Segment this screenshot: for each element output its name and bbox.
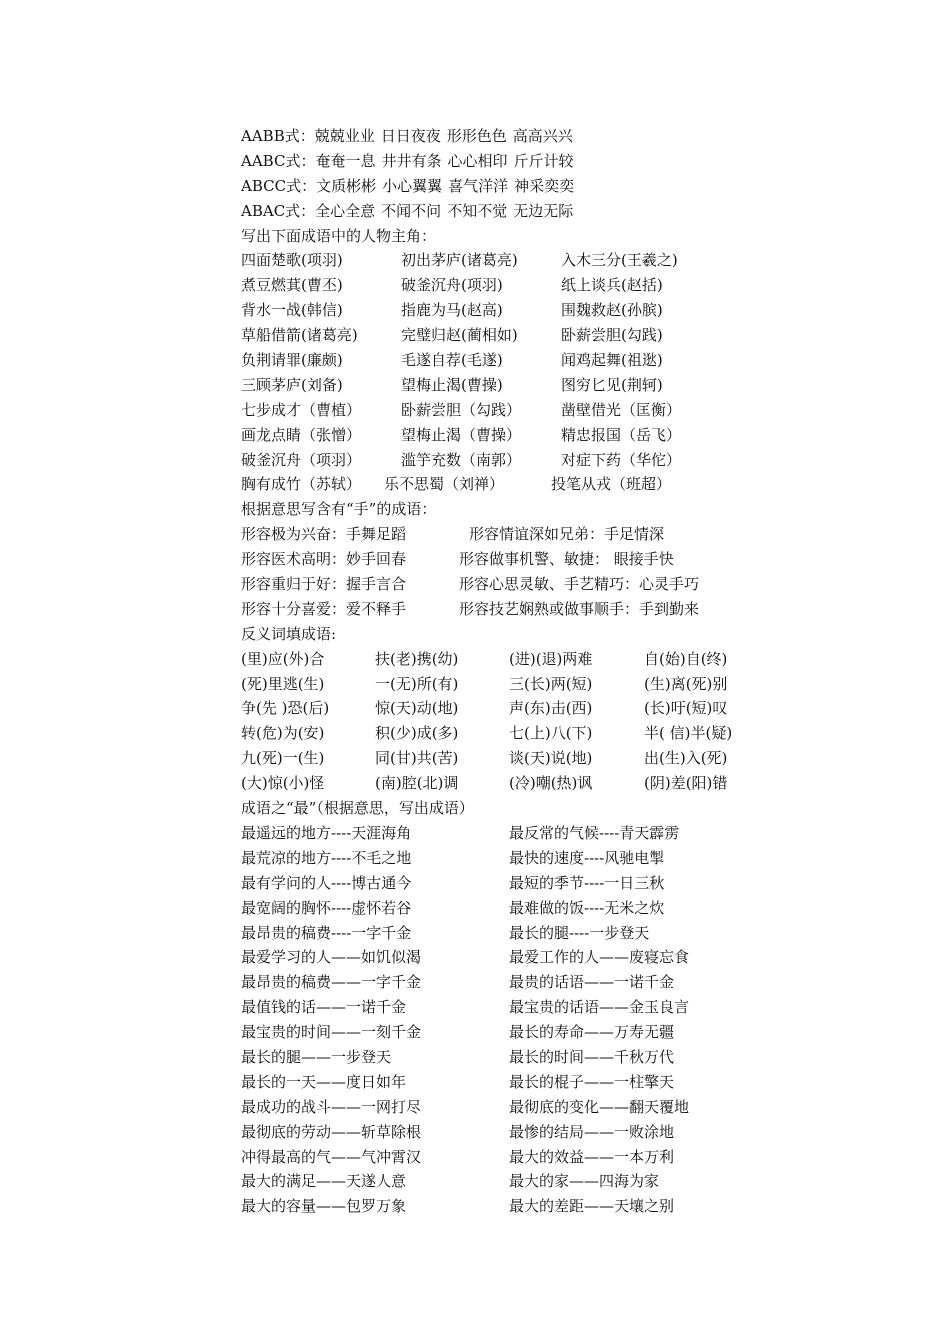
- superlative-row: [241, 1120, 801, 1145]
- idiom-entry: 初出茅庐(诸葛亮): [401, 251, 518, 270]
- characters-row: [241, 373, 801, 398]
- idiom-entry: 背水一战(韩信): [241, 301, 343, 320]
- idiom-entry: 草船借箭(诸葛亮): [241, 326, 358, 345]
- superlative-heading: 成语之“最”（根据意思，写出成语）: [241, 799, 474, 818]
- superlative-row: [241, 821, 801, 846]
- hand-row: [241, 522, 801, 547]
- antonym-entry: (南)腔(北)调: [375, 774, 459, 793]
- superlative-row: [241, 1169, 801, 1194]
- pattern-entry: ABCC式：文质彬彬: [241, 176, 377, 195]
- idiom-entry: 望梅止渴（曹操）: [401, 425, 522, 444]
- antonym-row: [241, 771, 801, 796]
- antonym-row: [241, 696, 801, 721]
- idiom-entry: 胸有成竹（苏轼）: [241, 475, 362, 494]
- antonym-entry: (死)里逃(生): [241, 674, 325, 693]
- characters-row: [241, 273, 801, 298]
- superlative-row: [241, 871, 801, 896]
- superlative-entry: 最有学问的人----博古通今: [241, 873, 412, 892]
- idiom-entry: 煮豆燃萁(曹丕): [241, 276, 343, 295]
- idiom-entry: 卧薪尝胆（勾践）: [401, 400, 522, 419]
- idiom-entry: 破釜沉舟(项羽): [401, 276, 503, 295]
- superlative-entry: 最爱工作的人——废寝忘食: [509, 948, 690, 967]
- idiom-entry: 望梅止渴(曹操): [401, 375, 503, 394]
- superlative-entry: 最彻底的变化——翻天覆地: [509, 1097, 690, 1116]
- superlative-row: [241, 1070, 801, 1095]
- hand-row: [241, 572, 801, 597]
- hand-entry: 形容心思灵敏、手艺精巧：心灵手巧: [459, 575, 700, 594]
- idiom-entry: 围魏救赵(孙膑): [561, 301, 663, 320]
- pattern-entry: AABB式：兢兢业业: [241, 127, 375, 145]
- superlative-entry: 最长的寿命——万寿无疆: [509, 1023, 675, 1042]
- pattern-entry: 神采奕奕: [514, 176, 575, 195]
- characters-row: [241, 298, 801, 323]
- superlative-entry: 最昂贵的稿费——一字千金: [241, 973, 422, 992]
- hand-heading: 根据意思写含有“手”的成语：: [241, 500, 437, 519]
- superlative-entry: 最长的时间——千秋万代: [509, 1047, 675, 1066]
- antonym-entry: 出(生)入(死): [644, 749, 728, 768]
- pattern-row-abcc: [241, 174, 801, 199]
- characters-row: [241, 398, 801, 423]
- superlative-entry: 最长的腿----一步登天: [509, 923, 650, 942]
- hand-entry: 形容情谊深如兄弟：手足情深: [469, 525, 665, 544]
- superlative-entry: 最宝贵的话语——金玉良言: [509, 998, 690, 1017]
- superlative-row: [241, 970, 801, 995]
- hand-row: [241, 597, 801, 622]
- idiom-entry: 三顾茅庐(刘备): [241, 375, 343, 394]
- antonym-entry: 九(死)一(生): [241, 749, 325, 768]
- pattern-entry: 无边无际: [513, 201, 574, 220]
- antonym-entry: 扶(老)携(幼): [375, 649, 459, 668]
- idiom-entry: 对症下药（华佗）: [561, 450, 682, 469]
- superlative-row: [241, 846, 801, 871]
- idiom-entry: 四面楚歌(项羽): [241, 251, 343, 270]
- hand-entry: 形容医术高明：妙手回春: [241, 550, 407, 569]
- antonym-entry: 七(上)八(下): [509, 724, 593, 743]
- superlative-entry: 最彻底的劳动——斩草除根: [241, 1122, 422, 1141]
- characters-row: [241, 423, 801, 448]
- pattern-entry: 形形色色: [446, 127, 507, 145]
- antonym-entry: 惊(天)动(地): [375, 699, 459, 718]
- superlative-row: [241, 1145, 801, 1170]
- hand-entry: 形容十分喜爱：爱不释手: [241, 599, 407, 618]
- superlative-row: [241, 1194, 801, 1219]
- superlative-entry: 最昂贵的稿费----一字千金: [241, 923, 412, 942]
- antonym-entry: 三(长)两(短): [509, 674, 593, 693]
- superlative-entry: 最反常的气候----青天霹雳: [509, 823, 680, 842]
- pattern-entry: 日日夜夜: [380, 127, 441, 145]
- idiom-entry: 毛遂自荐(毛遂): [401, 351, 503, 370]
- superlative-entry: 最宝贵的时间——一刻千金: [241, 1023, 422, 1042]
- superlative-entry: 最大的家——四海为家: [509, 1172, 660, 1191]
- antonym-entry: 自(始)自(终): [644, 649, 728, 668]
- antonym-entry: 声(东)击(西): [509, 699, 593, 718]
- superlative-entry: 最爱学习的人——如饥似渴: [241, 948, 422, 967]
- superlative-row: [241, 1045, 801, 1070]
- pattern-entry: 井井有条: [381, 151, 442, 170]
- characters-row: [241, 472, 801, 497]
- characters-row: [241, 323, 801, 348]
- superlative-entry: 最遥远的地方----天涯海角: [241, 823, 412, 842]
- pattern-entry: 高高兴兴: [512, 127, 573, 145]
- idiom-entry: 滥竽充数（南郭）: [401, 450, 522, 469]
- idiom-entry: 完璧归赵(蔺相如): [401, 326, 518, 345]
- characters-row: [241, 248, 801, 273]
- pattern-entry: 不闻不问: [381, 201, 442, 220]
- superlative-entry: 最长的一天——度日如年: [241, 1072, 407, 1091]
- superlative-entry: 最惨的结局——一败涂地: [509, 1122, 675, 1141]
- pattern-row-abac: [241, 199, 801, 224]
- antonym-entry: (生)离(死)别: [644, 674, 728, 693]
- hand-entry: 形容重归于好：握手言合: [241, 575, 407, 594]
- superlative-entry: 最大的差距——天壤之别: [509, 1197, 675, 1216]
- antonym-entry: 同(甘)共(苦): [375, 749, 459, 768]
- superlative-row: [241, 945, 801, 970]
- document-page: [241, 124, 801, 1219]
- antonym-entry: 争(先 )恐(后): [241, 699, 330, 718]
- superlative-entry: 最大的效益——一本万利: [509, 1147, 675, 1166]
- antonym-entry: (阴)差(阳)错: [644, 774, 728, 793]
- antonym-entry: 谈(天)说(地): [509, 749, 593, 768]
- superlative-entry: 最长的腿——一步登天: [241, 1047, 392, 1066]
- idiom-entry: 图穷匕见(荆轲): [561, 375, 663, 394]
- pattern-entry: 心心相印: [447, 151, 508, 170]
- idiom-entry: 指鹿为马(赵高): [401, 301, 503, 320]
- idiom-entry: 卧薪尝胆(勾践): [561, 326, 663, 345]
- superlative-entry: 最快的速度----风驰电掣: [509, 848, 665, 867]
- superlative-entry: 最短的季节----一日三秋: [509, 873, 665, 892]
- superlative-row: [241, 1095, 801, 1120]
- hand-entry: 形容技艺娴熟或做事顺手：手到勤来: [459, 599, 700, 618]
- superlative-row: [241, 995, 801, 1020]
- antonym-row: [241, 746, 801, 771]
- superlative-entry: 最难做的饭----无米之炊: [509, 898, 665, 917]
- superlative-entry: 最荒凉的地方----不毛之地: [241, 848, 412, 867]
- superlative-entry: 最大的满足——天遂人意: [241, 1172, 407, 1191]
- antonym-entry: (大)惊(小)怪: [241, 774, 325, 793]
- antonym-entry: 转(危)为(安): [241, 724, 325, 743]
- antonym-entry: 一(无)所(有): [375, 674, 459, 693]
- antonym-entry: 半( 信)半(疑): [644, 724, 733, 743]
- superlative-entry: 最贵的话语——一诺千金: [509, 973, 675, 992]
- superlative-entry: 最大的容量——包罗万象: [241, 1197, 407, 1216]
- antonym-row: [241, 721, 801, 746]
- superlative-entry: 最成功的战斗——一网打尽: [241, 1097, 422, 1116]
- idiom-entry: 七步成才（曹植）: [241, 400, 362, 419]
- idiom-entry: 破釜沉舟（项羽）: [241, 450, 362, 469]
- pattern-row-aabb: [241, 124, 801, 149]
- idiom-entry: 画龙点睛（张憎）: [241, 425, 362, 444]
- characters-row: [241, 448, 801, 473]
- idiom-entry: 投笔从戎（班超）: [551, 475, 672, 494]
- idiom-entry: 凿壁借光（匡衡）: [561, 400, 682, 419]
- superlative-entry: 最值钱的话——一诺千金: [241, 998, 407, 1017]
- antonym-entry: (冷)嘲(热)讽: [509, 774, 593, 793]
- superlative-row: [241, 1020, 801, 1045]
- characters-row: [241, 348, 801, 373]
- pattern-entry: 斤斤计较: [513, 151, 574, 170]
- idiom-entry: 纸上谈兵(赵括): [561, 276, 663, 295]
- pattern-entry: AABC式：奄奄一息: [241, 151, 376, 170]
- antonym-row: [241, 672, 801, 697]
- superlative-entry: 最长的棍子——一柱擎天: [509, 1072, 675, 1091]
- superlative-row: [241, 921, 801, 946]
- hand-entry: 形容做事机警、敏捷： 眼接手快: [459, 550, 674, 569]
- hand-entry: 形容极为兴奋：手舞足蹈: [241, 525, 407, 544]
- superlative-row: [241, 896, 801, 921]
- pattern-entry: 不知不觉: [447, 201, 508, 220]
- idiom-entry: 入木三分(王羲之): [561, 251, 678, 270]
- idiom-entry: 负荆请罪(廉颇): [241, 351, 343, 370]
- antonym-row: [241, 647, 801, 672]
- hand-row: [241, 547, 801, 572]
- superlative-entry: 最宽阔的胸怀----虚怀若谷: [241, 898, 412, 917]
- antonym-entry: (里)应(外)合: [241, 649, 325, 668]
- antonym-entry: (进)(退)两难: [509, 649, 593, 668]
- antonym-heading: 反义词填成语:: [241, 624, 337, 643]
- antonym-entry: 积(少)成(多): [375, 724, 459, 743]
- pattern-entry: ABAC式：全心全意: [241, 201, 376, 220]
- idiom-entry: 精忠报国（岳飞）: [561, 425, 682, 444]
- idiom-entry: 乐不思蜀（刘禅）: [384, 475, 505, 494]
- superlative-entry: 冲得最高的气——气冲霄汉: [241, 1147, 422, 1166]
- pattern-entry: 喜气洋洋: [448, 176, 509, 195]
- idiom-entry: 闻鸡起舞(祖逖): [561, 351, 663, 370]
- antonym-entry: (长)吁(短)叹: [644, 699, 728, 718]
- characters-heading: 写出下面成语中的人物主角：: [241, 226, 437, 245]
- pattern-row-aabc: [241, 149, 801, 174]
- pattern-entry: 小心翼翼: [382, 176, 443, 195]
